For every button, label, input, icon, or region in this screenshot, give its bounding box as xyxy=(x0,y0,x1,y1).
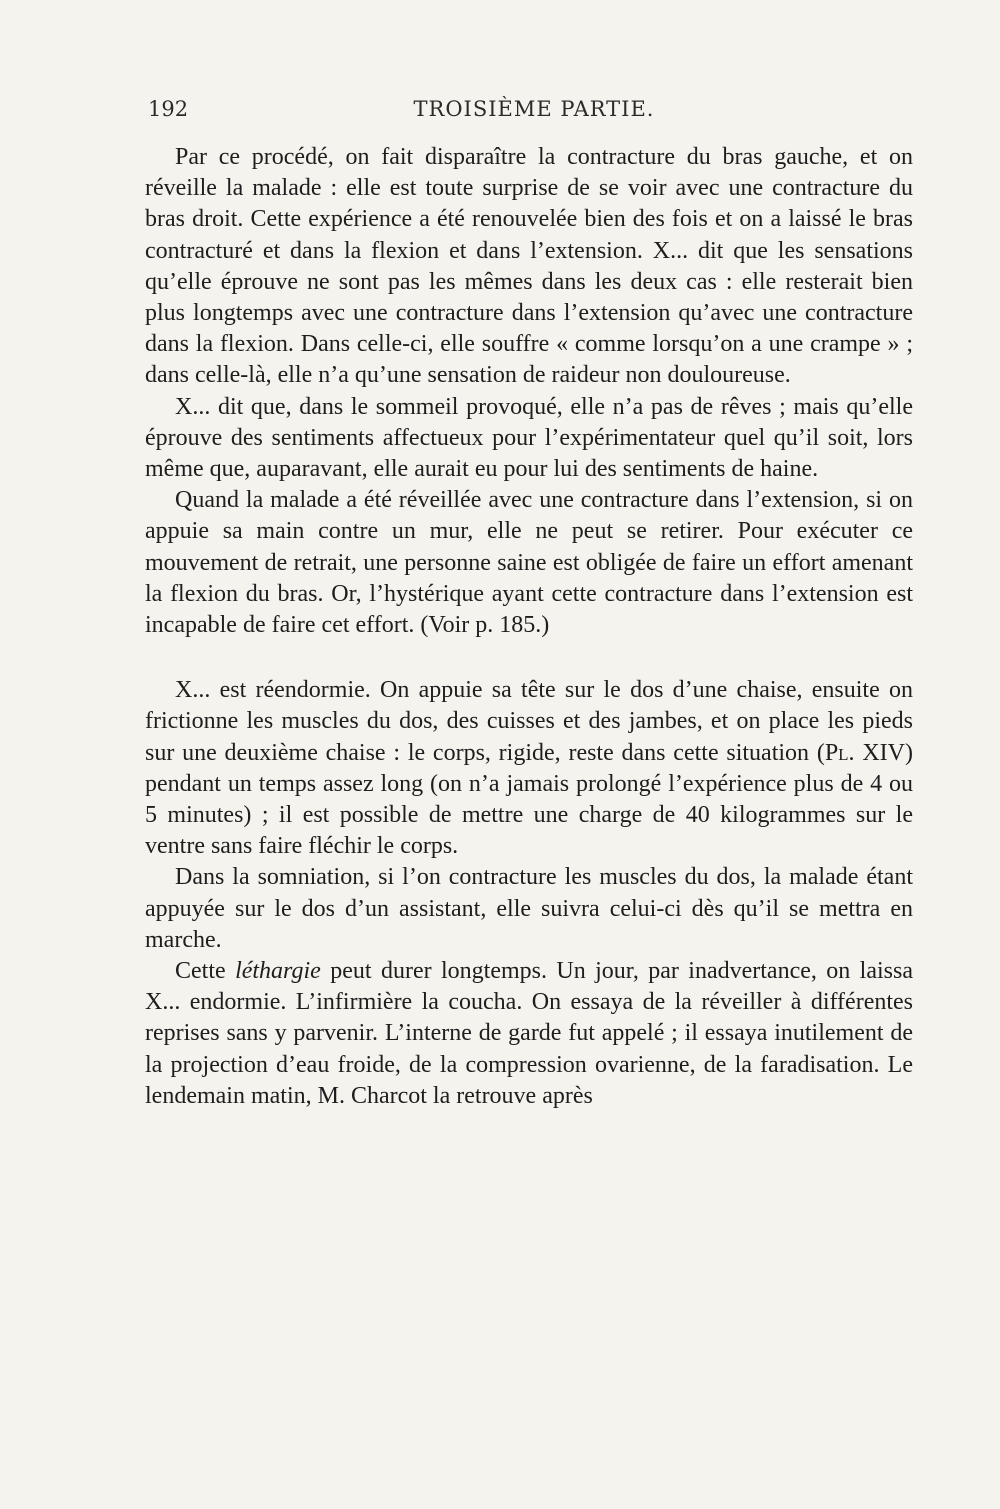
paragraph-reendormie-text: X... est réendormie. On appuie sa tête sur le dos d’une chaise, ensuite on frictionne les muscles du dos, des cuisses et des jambes, et on place les pieds sur une deuxième chaise : le corps, rigide, reste dans cette situation ( xyxy=(145,677,913,766)
paragraph-somniation: Dans la somniation, si l’on contracture les muscles du dos, la malade étant appuyée sur le dos d’un assistant, elle suivra celui-ci dès qu’il se mettra en marche. xyxy=(145,864,913,953)
page-header xyxy=(148,97,910,133)
paragraph-contracture: Par ce procédé, on fait disparaître la contracture du bras gauche, et on réveille la malade : elle est toute surprise de se voir avec une contracture du bras droit. Cette expérience a été renouvelée bien des fois et on a laissé le bras contracturé et dans la flexion et dans l’extension. X... dit que les sensations qu’elle éprouve ne sont pas les mêmes dans les deux cas : elle resterait bien plus longtemps avec une contracture dans l’extension qu’avec une contracture dans la flexion. Dans celle-ci, elle souffre « comme lorsqu’on a une crampe » ; dans celle-là, elle n’a qu’une sensation de raideur non douloureuse. xyxy=(145,144,913,389)
paragraph-reves: X... dit que, dans le sommeil provoqué, elle n’a pas de rêves ; mais qu’elle éprouve des sentiments affectueux pour l’expérimentateur quel qu’il soit, lors même que, auparavant, elle aurait eu pour lui des sentiments de haine. xyxy=(145,393,913,483)
page-number: 192 xyxy=(148,97,189,121)
body-text xyxy=(145,142,913,1112)
paragraph-lethargie-text: peut durer longtemps. Un jour, par inadvertance, on laissa X... endormie. L’infirmière la coucha. On essaya de la réveiller à différentes reprises sans y parvenir. L’interne de garde fut appelé ; il essaya inutilement de la projection d’eau froide, de la compression ovarienne, de la faradisation. Le lendemain matin, M. Charcot la retrouve après xyxy=(145,958,913,1109)
plate-reference: Pl. XIV xyxy=(824,739,905,766)
running-head: TROISIÈME PARTIE. xyxy=(413,97,655,121)
paragraph-reendormie xyxy=(145,675,913,862)
paragraph-lethargie-start: Cette xyxy=(175,958,236,985)
paragraph-reendormie-text-end: ) pendant un temps assez long (on n’a jamais prolongé l’expérience plus de 4 ou 5 minutes) ; il est possible de mettre une charge de 40 kilogrammes sur le ventre sans faire fléchir le corps. xyxy=(145,739,913,860)
italic-term: léthargie xyxy=(235,958,321,985)
paragraph-extension: Quand la malade a été réveillée avec une contracture dans l’extension, si on appuie sa main contre un mur, elle ne peut se retirer. Pour exécuter ce mouvement de retrait, une personne saine est obligée de faire un effort amenant la flexion du bras. Or, l’hystérique ayant cette contracture dans l’extension est incapable de faire cet effort. (Voir p. 185.) xyxy=(145,487,913,639)
paragraph-lethargie xyxy=(145,956,913,1112)
